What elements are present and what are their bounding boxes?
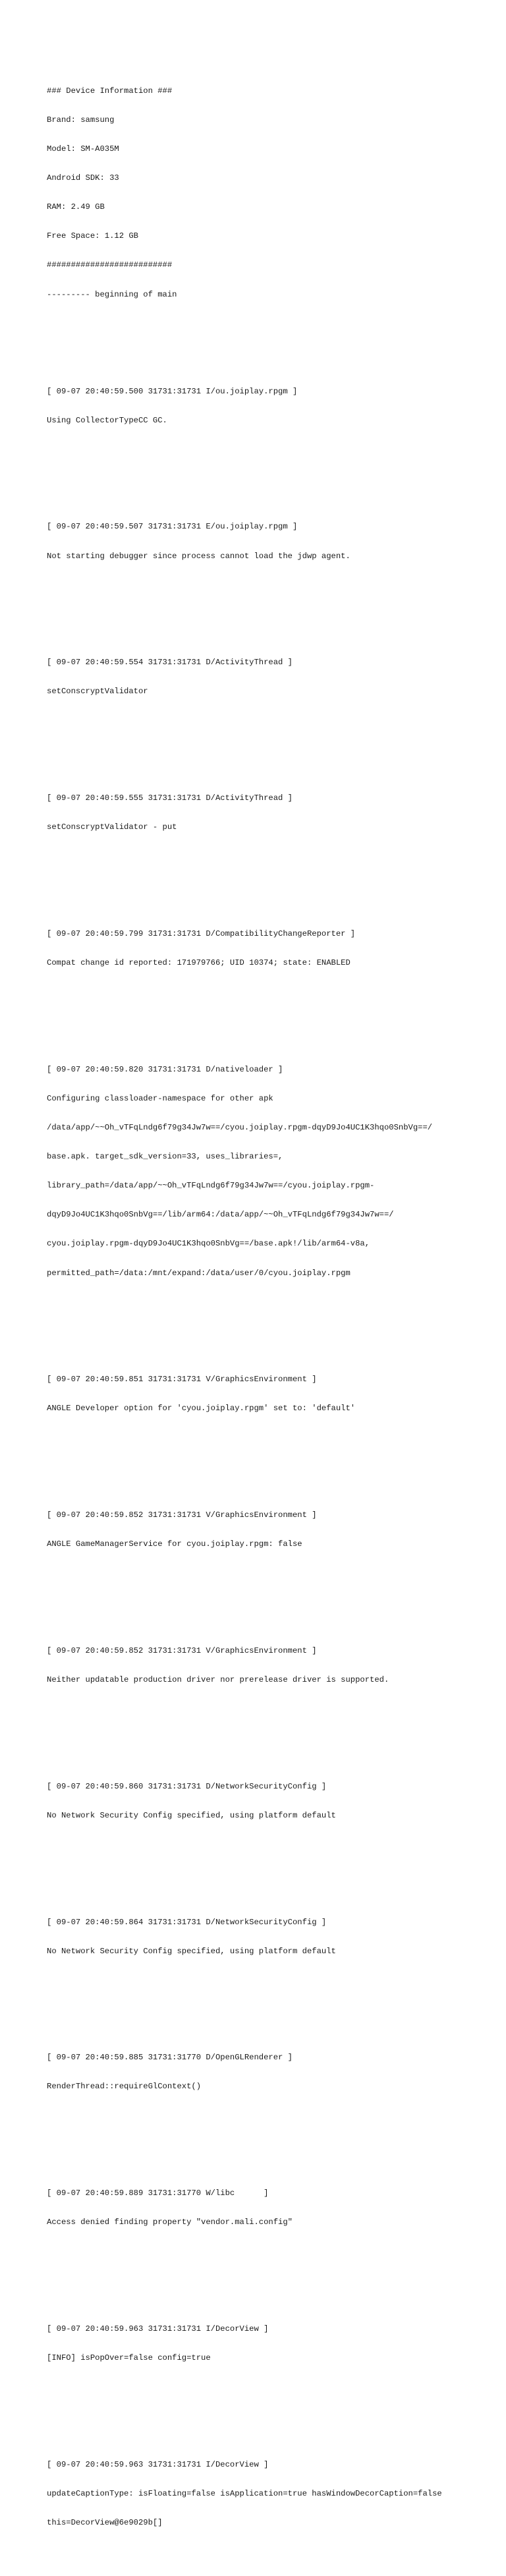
entry-spacer — [47, 1007, 501, 1017]
log-entry-message: ANGLE Developer option for 'cyou.joiplay.rpgm' set to: 'default' — [47, 1404, 356, 1414]
log-entry-header: [ 09-07 20:40:59.885 31731:31770 D/OpenGLRenderer ] — [47, 2053, 293, 2063]
log-entry-message: [INFO] isPopOver=false config=true — [47, 2353, 211, 2363]
log-entry-message: No Network Security Config specified, using platform default — [47, 1946, 336, 1956]
entry-spacer — [47, 1859, 501, 1869]
log-entry-header: [ 09-07 20:40:59.555 31731:31731 D/ActivityThread ] — [47, 793, 293, 803]
entry-spacer — [47, 1317, 501, 1327]
log-entry-header: [ 09-07 20:40:59.864 31731:31731 D/NetworkSecurityConfig ] — [47, 1917, 327, 1927]
log-entry — [47, 2034, 501, 2111]
device-free-space: Free Space: 1.12 GB — [47, 231, 138, 241]
log-entry-message: library_path=/data/app/~~Oh_vTFqLndg6f79g34Jw7w==/cyou.joiplay.rpgm- — [47, 1181, 375, 1191]
entry-spacer — [47, 1724, 501, 1734]
entry-spacer — [47, 1995, 501, 2005]
entry-spacer — [47, 600, 501, 610]
log-entry-message: RenderThread::requireGlContext() — [47, 2082, 202, 2092]
entry-spacer — [47, 735, 501, 745]
log-entry — [47, 2305, 501, 2383]
log-entry — [47, 1491, 501, 1569]
log-entry-message: No Network Security Config specified, using platform default — [47, 1810, 336, 1820]
log-entry — [47, 1762, 501, 1840]
log-begin-marker: --------- beginning of main — [47, 289, 177, 299]
entry-spacer — [47, 464, 501, 474]
log-entry-message: ANGLE GameManagerService for cyou.joiplay.rpgm: false — [47, 1539, 302, 1549]
log-entry-message: updateCaptionType: isFloating=false isApplication=true hasWindowDecorCaption=false — [47, 2488, 442, 2498]
entry-spacer — [47, 1588, 501, 1598]
device-info-heading: ### Device Information ### — [47, 86, 173, 96]
device-info-block — [47, 67, 501, 318]
log-entry-message: permitted_path=/data:/mnt/expand:/data/user/0/cyou.joiplay.rpgm — [47, 1268, 351, 1278]
log-entry-message: Using CollectorTypeCC GC. — [47, 415, 167, 425]
log-entry-header: [ 09-07 20:40:59.852 31731:31731 V/GraphicsEnvironment ] — [47, 1646, 317, 1655]
log-entry-header: [ 09-07 20:40:59.507 31731:31731 E/ou.joiplay.rpgm ] — [47, 522, 298, 532]
entry-spacer — [47, 2266, 501, 2276]
device-android-sdk: Android SDK: 33 — [47, 173, 119, 183]
device-ram: RAM: 2.49 GB — [47, 202, 105, 212]
entry-spacer — [47, 2402, 501, 2412]
log-entry — [47, 1626, 501, 1704]
log-entry-header: [ 09-07 20:40:59.554 31731:31731 D/ActivityThread ] — [47, 658, 293, 668]
log-entry-header: [ 09-07 20:40:59.963 31731:31731 I/DecorView ] — [47, 2459, 269, 2469]
log-document — [47, 47, 501, 2576]
device-brand: Brand: samsung — [47, 115, 115, 125]
log-entry — [47, 910, 501, 988]
log-entries — [47, 348, 501, 2567]
log-entry-header: [ 09-07 20:40:59.851 31731:31731 V/GraphicsEnvironment ] — [47, 1375, 317, 1385]
log-entry — [47, 1045, 501, 1297]
log-entry-header: [ 09-07 20:40:59.820 31731:31731 D/nativeloader ] — [47, 1064, 283, 1074]
entry-spacer — [47, 1452, 501, 1462]
log-entry-header: [ 09-07 20:40:59.852 31731:31731 V/GraphicsEnvironment ] — [47, 1510, 317, 1520]
log-entry — [47, 2440, 501, 2547]
log-entry-message: setConscryptValidator — [47, 687, 148, 697]
device-info-divider: ########################## — [47, 260, 173, 270]
log-entry-header: [ 09-07 20:40:59.860 31731:31731 D/NetworkSecurityConfig ] — [47, 1781, 327, 1791]
log-entry-header: [ 09-07 20:40:59.799 31731:31731 D/CompatibilityChangeReporter ] — [47, 929, 356, 938]
log-entry-message: Not starting debugger since process cannot load the jdwp agent. — [47, 551, 351, 561]
log-entry — [47, 1898, 501, 1976]
log-entry-message: base.apk. target_sdk_version=33, uses_libraries=, — [47, 1152, 283, 1162]
log-entry-message: Compat change id reported: 171979766; UID 10374; state: ENABLED — [47, 958, 351, 968]
log-entry-message: setConscryptValidator - put — [47, 822, 177, 832]
log-entry-message: this=DecorView@6e9029b[] — [47, 2518, 163, 2528]
log-entry — [47, 1356, 501, 1433]
log-entry-message: cyou.joiplay.rpgm-dqyD9Jo4UC1K3hqo0SnbVg==/base.apk!/lib/arm64-v8a, — [47, 1239, 370, 1249]
log-entry — [47, 774, 501, 852]
log-entry-header: [ 09-07 20:40:59.963 31731:31731 I/DecorView ] — [47, 2324, 269, 2334]
log-entry — [47, 639, 501, 716]
log-entry-header: [ 09-07 20:40:59.889 31731:31770 W/libc ] — [47, 2189, 269, 2198]
log-entry — [47, 503, 501, 581]
log-entry — [47, 367, 501, 445]
device-model: Model: SM-A035M — [47, 144, 119, 154]
log-entry-message: /data/app/~~Oh_vTFqLndg6f79g34Jw7w==/cyou.joiplay.rpgm-dqyD9Jo4UC1K3hqo0SnbVg==/ — [47, 1122, 433, 1132]
entry-spacer — [47, 871, 501, 881]
log-entry-message: Configuring classloader-namespace for other apk — [47, 1093, 273, 1103]
log-entry-message: dqyD9Jo4UC1K3hqo0SnbVg==/lib/arm64:/data/app/~~Oh_vTFqLndg6f79g34Jw7w==/ — [47, 1210, 394, 1220]
entry-spacer — [47, 2131, 501, 2140]
log-entry-message: Neither updatable production driver nor prerelease driver is supported. — [47, 1675, 389, 1684]
log-entry-message: Access denied finding property "vendor.mali.config" — [47, 2218, 293, 2227]
log-entry — [47, 2169, 501, 2247]
log-entry-header: [ 09-07 20:40:59.500 31731:31731 I/ou.joiplay.rpgm ] — [47, 386, 298, 396]
